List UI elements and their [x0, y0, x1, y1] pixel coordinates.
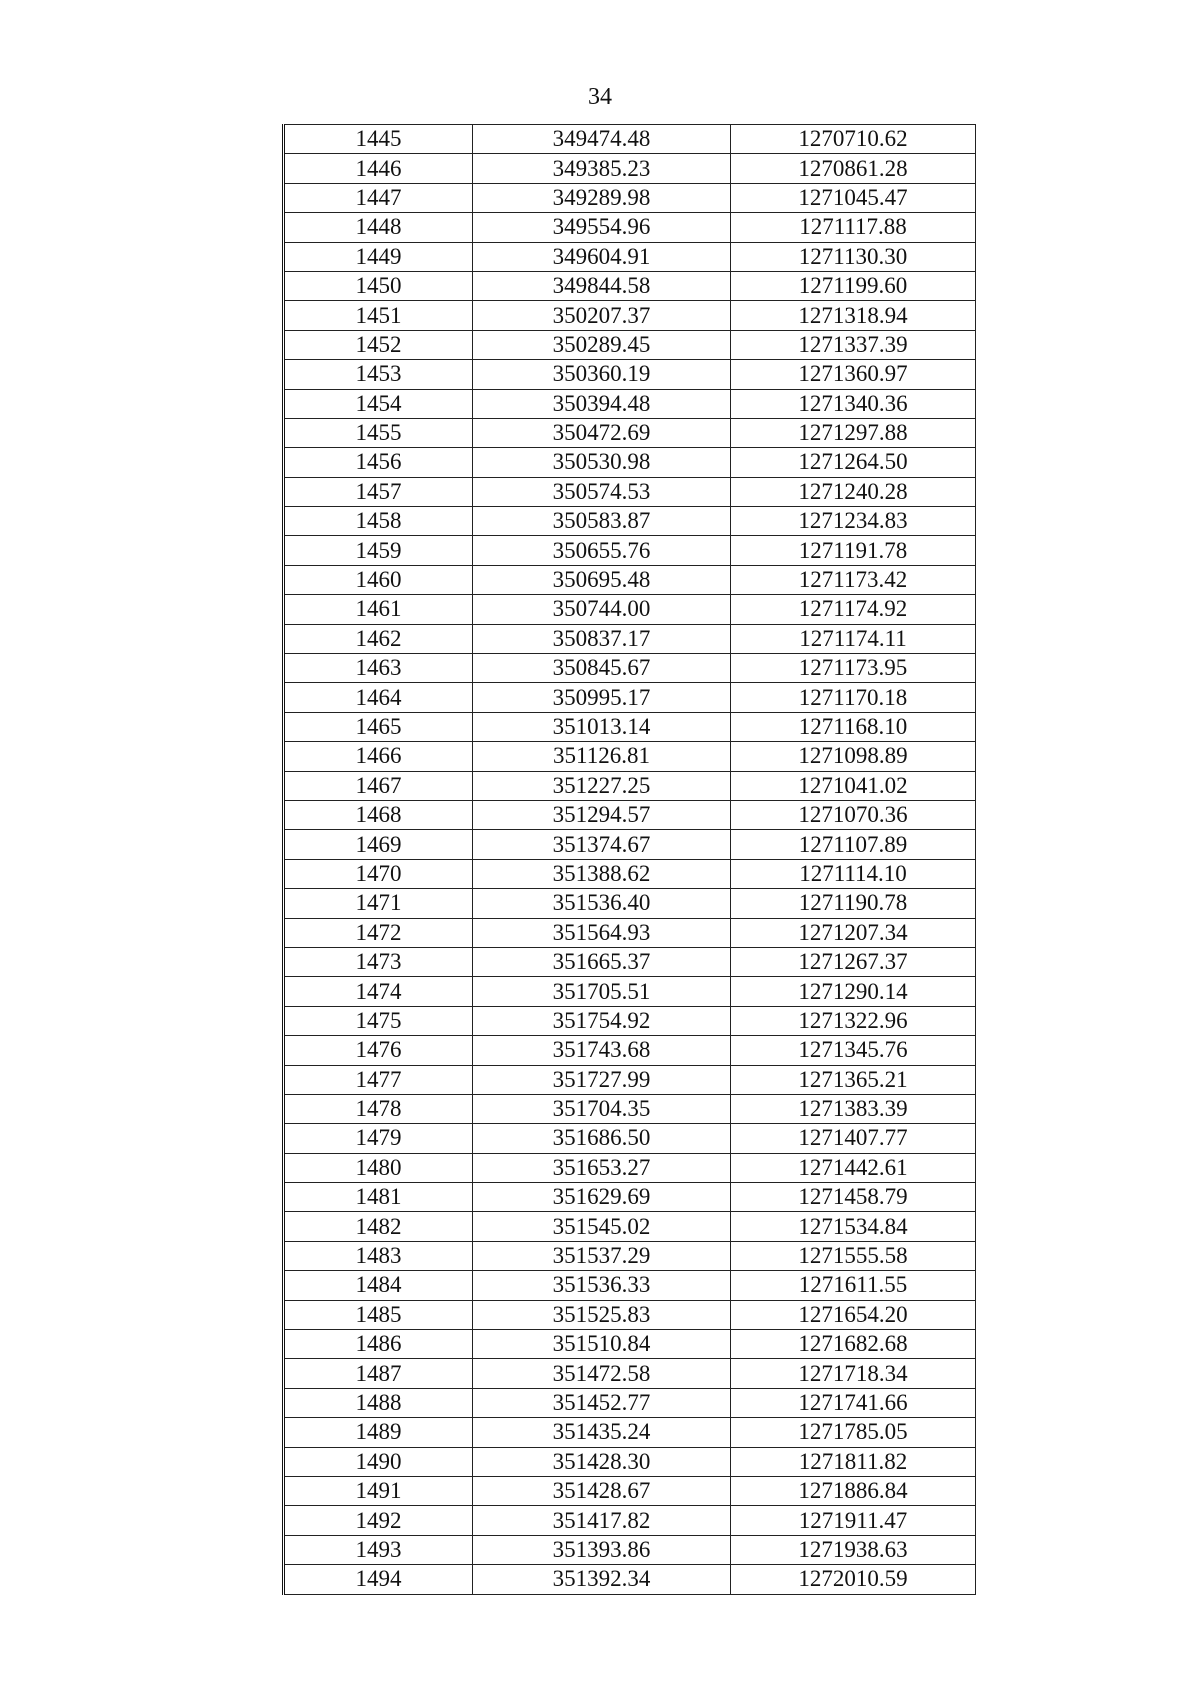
x-coordinate-cell: 351686.50 — [473, 1124, 731, 1153]
point-number-cell: 1461 — [284, 595, 473, 624]
point-number-cell: 1479 — [284, 1124, 473, 1153]
table-row — [284, 154, 976, 183]
table-row — [284, 1535, 976, 1564]
point-number-cell: 1474 — [284, 977, 473, 1006]
y-coordinate-cell: 1271322.96 — [731, 1006, 976, 1035]
table-row — [284, 1418, 976, 1447]
point-number-cell: 1494 — [284, 1565, 473, 1594]
point-number-cell: 1452 — [284, 330, 473, 359]
point-number-cell: 1464 — [284, 683, 473, 712]
x-coordinate-cell: 351754.92 — [473, 1006, 731, 1035]
table-row — [284, 389, 976, 418]
table-row — [284, 1565, 976, 1594]
point-number-cell: 1476 — [284, 1036, 473, 1065]
table-row — [284, 330, 976, 359]
y-coordinate-cell: 1270710.62 — [731, 125, 976, 154]
x-coordinate-cell: 351629.69 — [473, 1183, 731, 1212]
y-coordinate-cell: 1271458.79 — [731, 1183, 976, 1212]
y-coordinate-cell: 1271267.37 — [731, 947, 976, 976]
y-coordinate-cell: 1271173.95 — [731, 654, 976, 683]
y-coordinate-cell: 1271191.78 — [731, 536, 976, 565]
point-number-cell: 1487 — [284, 1359, 473, 1388]
y-coordinate-cell: 1271718.34 — [731, 1359, 976, 1388]
table-row — [284, 536, 976, 565]
y-coordinate-cell: 1271070.36 — [731, 800, 976, 829]
table-row — [284, 742, 976, 771]
y-coordinate-cell: 1271407.77 — [731, 1124, 976, 1153]
point-number-cell: 1465 — [284, 712, 473, 741]
table-row — [284, 800, 976, 829]
point-number-cell: 1451 — [284, 301, 473, 330]
x-coordinate-cell: 349385.23 — [473, 154, 731, 183]
table-row — [284, 1506, 976, 1535]
y-coordinate-cell: 1270861.28 — [731, 154, 976, 183]
table-row — [284, 1271, 976, 1300]
table-row — [284, 1388, 976, 1417]
table-row — [284, 183, 976, 212]
x-coordinate-cell: 350207.37 — [473, 301, 731, 330]
point-number-cell: 1457 — [284, 477, 473, 506]
table-row — [284, 1447, 976, 1476]
point-number-cell: 1472 — [284, 918, 473, 947]
y-coordinate-cell: 1271240.28 — [731, 477, 976, 506]
table-body — [284, 125, 976, 1595]
point-number-cell: 1477 — [284, 1065, 473, 1094]
x-coordinate-cell: 351704.35 — [473, 1094, 731, 1123]
point-number-cell: 1469 — [284, 830, 473, 859]
table-row — [284, 595, 976, 624]
point-number-cell: 1456 — [284, 448, 473, 477]
x-coordinate-cell: 350394.48 — [473, 389, 731, 418]
table-row — [284, 1065, 976, 1094]
point-number-cell: 1484 — [284, 1271, 473, 1300]
point-number-cell: 1490 — [284, 1447, 473, 1476]
table-row — [284, 301, 976, 330]
y-coordinate-cell: 1271045.47 — [731, 183, 976, 212]
x-coordinate-cell: 351435.24 — [473, 1418, 731, 1447]
y-coordinate-cell: 1271383.39 — [731, 1094, 976, 1123]
point-number-cell: 1482 — [284, 1212, 473, 1241]
x-coordinate-cell: 350995.17 — [473, 683, 731, 712]
point-number-cell: 1445 — [284, 125, 473, 154]
y-coordinate-cell: 1271207.34 — [731, 918, 976, 947]
y-coordinate-cell: 1271611.55 — [731, 1271, 976, 1300]
y-coordinate-cell: 1271174.92 — [731, 595, 976, 624]
point-number-cell: 1446 — [284, 154, 473, 183]
table-row — [284, 859, 976, 888]
point-number-cell: 1480 — [284, 1153, 473, 1182]
table-row — [284, 242, 976, 271]
table-row — [284, 418, 976, 447]
point-number-cell: 1459 — [284, 536, 473, 565]
table-row — [284, 360, 976, 389]
y-coordinate-cell: 1271041.02 — [731, 771, 976, 800]
table-row — [284, 889, 976, 918]
point-number-cell: 1481 — [284, 1183, 473, 1212]
y-coordinate-cell: 1271290.14 — [731, 977, 976, 1006]
table-row — [284, 1183, 976, 1212]
table-row — [284, 448, 976, 477]
x-coordinate-cell: 351452.77 — [473, 1388, 731, 1417]
table-row — [284, 125, 976, 154]
x-coordinate-cell: 349604.91 — [473, 242, 731, 271]
table-row — [284, 1359, 976, 1388]
y-coordinate-cell: 1271168.10 — [731, 712, 976, 741]
y-coordinate-cell: 1271360.97 — [731, 360, 976, 389]
y-coordinate-cell: 1271365.21 — [731, 1065, 976, 1094]
table-row — [284, 1476, 976, 1505]
x-coordinate-cell: 351428.67 — [473, 1476, 731, 1505]
x-coordinate-cell: 351536.40 — [473, 889, 731, 918]
y-coordinate-cell: 1271098.89 — [731, 742, 976, 771]
table-row — [284, 271, 976, 300]
table-row — [284, 213, 976, 242]
table-row — [284, 830, 976, 859]
y-coordinate-cell: 1271886.84 — [731, 1476, 976, 1505]
table-row — [284, 683, 976, 712]
y-coordinate-cell: 1271811.82 — [731, 1447, 976, 1476]
point-number-cell: 1453 — [284, 360, 473, 389]
table-row — [284, 947, 976, 976]
table-row — [284, 1094, 976, 1123]
point-number-cell: 1458 — [284, 507, 473, 536]
point-number-cell: 1466 — [284, 742, 473, 771]
point-number-cell: 1468 — [284, 800, 473, 829]
y-coordinate-cell: 1271442.61 — [731, 1153, 976, 1182]
point-number-cell: 1493 — [284, 1535, 473, 1564]
page-number: 34 — [588, 84, 612, 110]
y-coordinate-cell: 1271130.30 — [731, 242, 976, 271]
y-coordinate-cell: 1271337.39 — [731, 330, 976, 359]
y-coordinate-cell: 1271264.50 — [731, 448, 976, 477]
table-row — [284, 1153, 976, 1182]
point-number-cell: 1475 — [284, 1006, 473, 1035]
table-row — [284, 654, 976, 683]
x-coordinate-cell: 350530.98 — [473, 448, 731, 477]
x-coordinate-cell: 351388.62 — [473, 859, 731, 888]
point-number-cell: 1462 — [284, 624, 473, 653]
x-coordinate-cell: 351428.30 — [473, 1447, 731, 1476]
point-number-cell: 1448 — [284, 213, 473, 242]
x-coordinate-cell: 350574.53 — [473, 477, 731, 506]
y-coordinate-cell: 1271938.63 — [731, 1535, 976, 1564]
y-coordinate-cell: 1271234.83 — [731, 507, 976, 536]
y-coordinate-cell: 1271107.89 — [731, 830, 976, 859]
table-row — [284, 918, 976, 947]
x-coordinate-cell: 350289.45 — [473, 330, 731, 359]
x-coordinate-cell: 350744.00 — [473, 595, 731, 624]
table-row — [284, 977, 976, 1006]
x-coordinate-cell: 350695.48 — [473, 565, 731, 594]
y-coordinate-cell: 1271534.84 — [731, 1212, 976, 1241]
table-row — [284, 1212, 976, 1241]
point-number-cell: 1489 — [284, 1418, 473, 1447]
y-coordinate-cell: 1271173.42 — [731, 565, 976, 594]
point-number-cell: 1454 — [284, 389, 473, 418]
y-coordinate-cell: 1271785.05 — [731, 1418, 976, 1447]
x-coordinate-cell: 350837.17 — [473, 624, 731, 653]
table-row — [284, 1300, 976, 1329]
table-row — [284, 477, 976, 506]
x-coordinate-cell: 351392.34 — [473, 1565, 731, 1594]
x-coordinate-cell: 349844.58 — [473, 271, 731, 300]
y-coordinate-cell: 1271174.11 — [731, 624, 976, 653]
y-coordinate-cell: 1271741.66 — [731, 1388, 976, 1417]
table-row — [284, 712, 976, 741]
y-coordinate-cell: 1271654.20 — [731, 1300, 976, 1329]
x-coordinate-cell: 351705.51 — [473, 977, 731, 1006]
point-number-cell: 1485 — [284, 1300, 473, 1329]
point-number-cell: 1488 — [284, 1388, 473, 1417]
y-coordinate-cell: 1271682.68 — [731, 1330, 976, 1359]
table-row — [284, 1006, 976, 1035]
x-coordinate-cell: 351472.58 — [473, 1359, 731, 1388]
point-number-cell: 1463 — [284, 654, 473, 683]
y-coordinate-cell: 1271318.94 — [731, 301, 976, 330]
point-number-cell: 1460 — [284, 565, 473, 594]
y-coordinate-cell: 1271297.88 — [731, 418, 976, 447]
y-coordinate-cell: 1272010.59 — [731, 1565, 976, 1594]
y-coordinate-cell: 1271170.18 — [731, 683, 976, 712]
x-coordinate-cell: 349289.98 — [473, 183, 731, 212]
point-number-cell: 1449 — [284, 242, 473, 271]
y-coordinate-cell: 1271345.76 — [731, 1036, 976, 1065]
table-row — [284, 771, 976, 800]
x-coordinate-cell: 351227.25 — [473, 771, 731, 800]
x-coordinate-cell: 349554.96 — [473, 213, 731, 242]
y-coordinate-cell: 1271555.58 — [731, 1241, 976, 1270]
x-coordinate-cell: 351564.93 — [473, 918, 731, 947]
x-coordinate-cell: 351537.29 — [473, 1241, 731, 1270]
x-coordinate-cell: 350655.76 — [473, 536, 731, 565]
coordinates-table — [282, 124, 976, 1595]
table-row — [284, 1330, 976, 1359]
point-number-cell: 1467 — [284, 771, 473, 800]
y-coordinate-cell: 1271114.10 — [731, 859, 976, 888]
x-coordinate-cell: 351525.83 — [473, 1300, 731, 1329]
y-coordinate-cell: 1271911.47 — [731, 1506, 976, 1535]
table-row — [284, 1036, 976, 1065]
point-number-cell: 1471 — [284, 889, 473, 918]
x-coordinate-cell: 350583.87 — [473, 507, 731, 536]
x-coordinate-cell: 350360.19 — [473, 360, 731, 389]
x-coordinate-cell: 351374.67 — [473, 830, 731, 859]
point-number-cell: 1478 — [284, 1094, 473, 1123]
table-row — [284, 624, 976, 653]
x-coordinate-cell: 351743.68 — [473, 1036, 731, 1065]
point-number-cell: 1491 — [284, 1476, 473, 1505]
table-row — [284, 507, 976, 536]
table-row — [284, 565, 976, 594]
x-coordinate-cell: 351536.33 — [473, 1271, 731, 1300]
point-number-cell: 1483 — [284, 1241, 473, 1270]
x-coordinate-cell: 351545.02 — [473, 1212, 731, 1241]
point-number-cell: 1455 — [284, 418, 473, 447]
x-coordinate-cell: 351510.84 — [473, 1330, 731, 1359]
point-number-cell: 1447 — [284, 183, 473, 212]
y-coordinate-cell: 1271340.36 — [731, 389, 976, 418]
point-number-cell: 1470 — [284, 859, 473, 888]
point-number-cell: 1473 — [284, 947, 473, 976]
y-coordinate-cell: 1271190.78 — [731, 889, 976, 918]
x-coordinate-cell: 351126.81 — [473, 742, 731, 771]
table-row — [284, 1241, 976, 1270]
x-coordinate-cell: 350472.69 — [473, 418, 731, 447]
x-coordinate-cell: 350845.67 — [473, 654, 731, 683]
x-coordinate-cell: 351727.99 — [473, 1065, 731, 1094]
table-row — [284, 1124, 976, 1153]
point-number-cell: 1492 — [284, 1506, 473, 1535]
x-coordinate-cell: 351417.82 — [473, 1506, 731, 1535]
x-coordinate-cell: 351665.37 — [473, 947, 731, 976]
x-coordinate-cell: 351294.57 — [473, 800, 731, 829]
y-coordinate-cell: 1271199.60 — [731, 271, 976, 300]
point-number-cell: 1486 — [284, 1330, 473, 1359]
x-coordinate-cell: 351013.14 — [473, 712, 731, 741]
x-coordinate-cell: 351393.86 — [473, 1535, 731, 1564]
x-coordinate-cell: 349474.48 — [473, 125, 731, 154]
y-coordinate-cell: 1271117.88 — [731, 213, 976, 242]
point-number-cell: 1450 — [284, 271, 473, 300]
x-coordinate-cell: 351653.27 — [473, 1153, 731, 1182]
